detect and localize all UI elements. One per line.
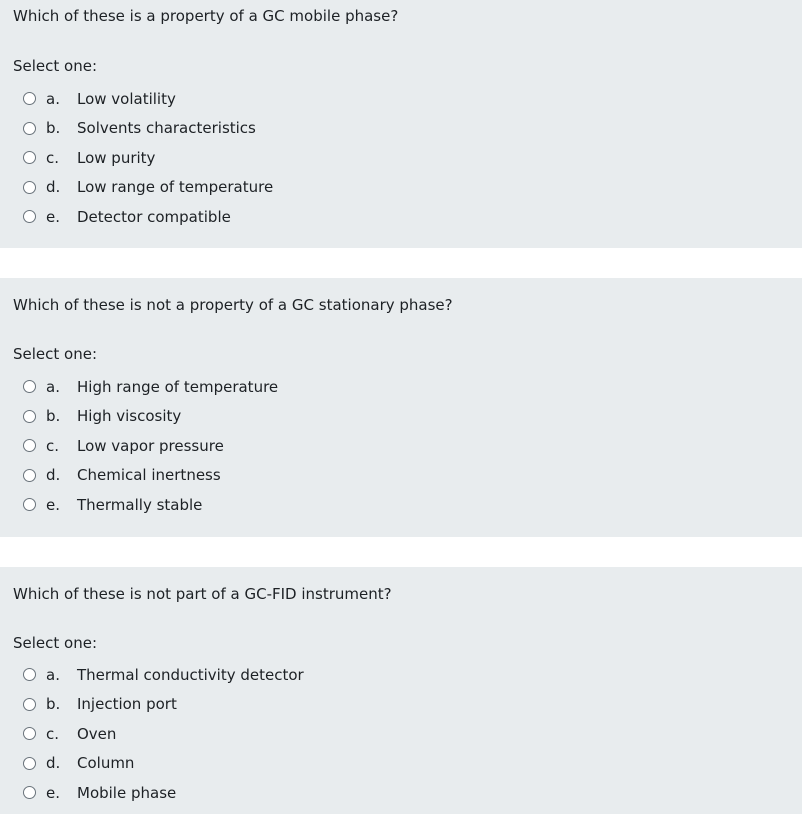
answer-option-a[interactable] <box>0 372 802 402</box>
option-letter: c. <box>46 724 60 743</box>
question-text: Which of these is not a property of a GC stationary phase? <box>13 296 453 314</box>
radio-button[interactable] <box>23 757 36 770</box>
option-label[interactable]: Injection port <box>77 695 177 714</box>
option-letter: c. <box>46 436 60 455</box>
option-letter: c. <box>46 148 60 167</box>
option-label[interactable]: Low volatility <box>77 89 176 108</box>
option-letter: d. <box>46 178 61 197</box>
option-label[interactable]: High range of temperature <box>77 377 279 396</box>
option-letter: d. <box>46 466 61 485</box>
option-label[interactable]: Column <box>77 754 135 773</box>
option-letter: e. <box>46 783 60 802</box>
answer-option-a[interactable] <box>0 84 802 114</box>
radio-button[interactable] <box>23 727 36 740</box>
answer-option-b[interactable] <box>0 114 802 144</box>
option-letter: b. <box>46 407 61 426</box>
radio-button[interactable] <box>23 181 36 194</box>
radio-button[interactable] <box>23 439 36 452</box>
radio-button[interactable] <box>23 469 36 482</box>
option-letter: b. <box>46 119 61 138</box>
option-letter: e. <box>46 495 60 514</box>
option-label[interactable]: Detector compatible <box>77 207 231 226</box>
radio-button[interactable] <box>23 786 36 799</box>
select-one-prompt: Select one: <box>13 345 98 363</box>
option-letter: d. <box>46 754 61 773</box>
option-letter: b. <box>46 695 61 714</box>
answer-option-e[interactable] <box>0 490 802 520</box>
radio-button[interactable] <box>23 380 36 393</box>
option-letter: e. <box>46 207 60 226</box>
radio-button[interactable] <box>23 498 36 511</box>
answer-option-a[interactable] <box>0 660 802 690</box>
question-text: Which of these is a property of a GC mobile phase? <box>13 7 399 25</box>
answer-option-b[interactable] <box>0 690 802 720</box>
radio-button[interactable] <box>23 92 36 105</box>
option-letter: a. <box>46 89 60 108</box>
option-label[interactable]: Chemical inertness <box>77 466 221 485</box>
option-label[interactable]: Low range of temperature <box>77 178 274 197</box>
question-1 <box>0 0 802 248</box>
option-label[interactable]: Oven <box>77 724 117 743</box>
option-label[interactable]: Mobile phase <box>77 783 177 802</box>
question-3 <box>0 567 802 814</box>
radio-button[interactable] <box>23 122 36 135</box>
option-label[interactable]: High viscosity <box>77 407 182 426</box>
option-label[interactable]: Low vapor pressure <box>77 436 224 455</box>
option-letter: a. <box>46 377 60 396</box>
question-text: Which of these is not part of a GC-FID instrument? <box>13 585 392 603</box>
option-label[interactable]: Thermally stable <box>77 495 203 514</box>
answer-list <box>0 372 802 520</box>
answer-list <box>0 84 802 232</box>
option-label[interactable]: Solvents characteristics <box>77 119 256 138</box>
option-label[interactable]: Thermal conductivity detector <box>77 665 304 684</box>
radio-button[interactable] <box>23 210 36 223</box>
option-label[interactable]: Low purity <box>77 148 156 167</box>
question-2 <box>0 278 802 537</box>
answer-option-e[interactable] <box>0 778 802 808</box>
radio-button[interactable] <box>23 698 36 711</box>
answer-option-c[interactable] <box>0 431 802 461</box>
select-one-prompt: Select one: <box>13 57 98 75</box>
answer-option-d[interactable] <box>0 749 802 779</box>
option-letter: a. <box>46 665 60 684</box>
answer-option-d[interactable] <box>0 173 802 203</box>
select-one-prompt: Select one: <box>13 634 98 652</box>
answer-option-c[interactable] <box>0 143 802 173</box>
radio-button[interactable] <box>23 151 36 164</box>
answer-option-c[interactable] <box>0 719 802 749</box>
radio-button[interactable] <box>23 668 36 681</box>
answer-option-d[interactable] <box>0 461 802 491</box>
radio-button[interactable] <box>23 410 36 423</box>
answer-list <box>0 660 802 808</box>
answer-option-e[interactable] <box>0 202 802 232</box>
answer-option-b[interactable] <box>0 402 802 432</box>
